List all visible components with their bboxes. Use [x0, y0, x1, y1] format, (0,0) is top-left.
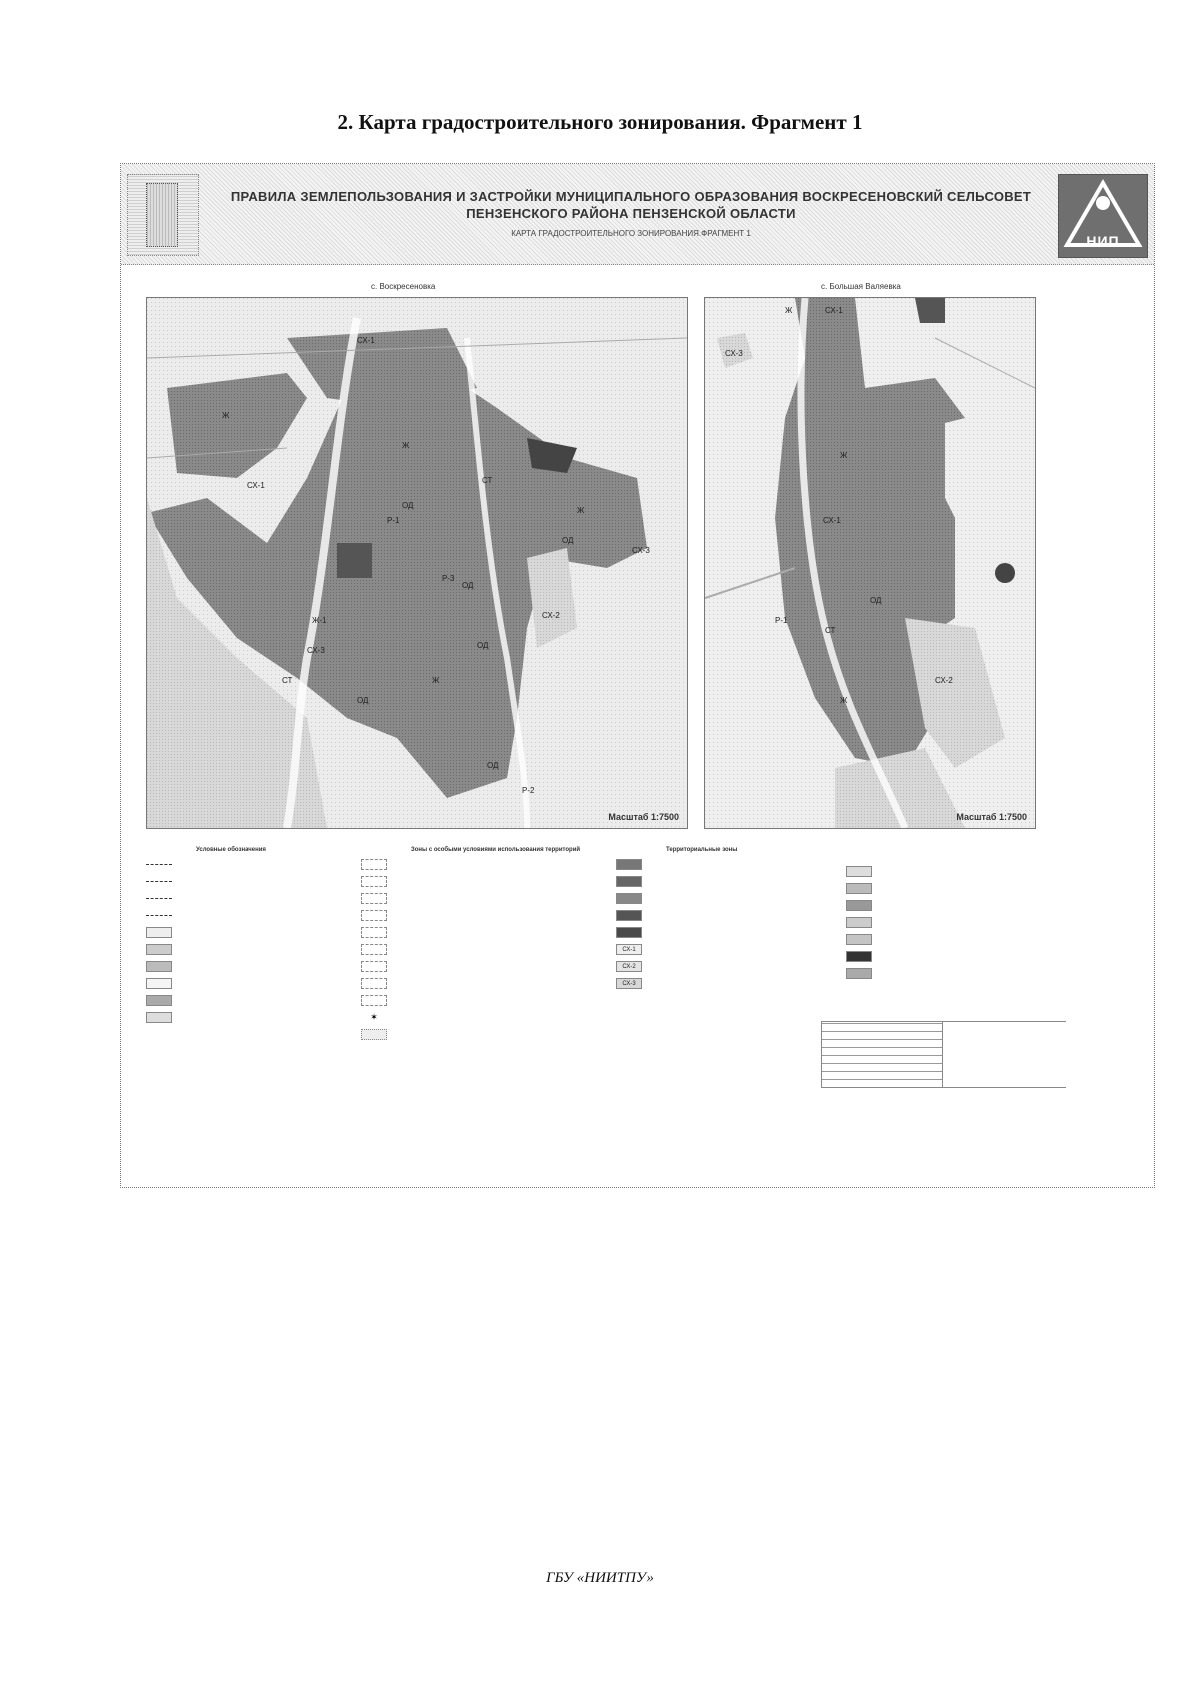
zone-label: Ж [840, 696, 848, 705]
zone-label: ОД [487, 761, 499, 770]
drawing-title-block [821, 1021, 1066, 1088]
footer-organization: ГБУ «НИИТПУ» [546, 1570, 654, 1586]
sheet-subtitle: КАРТА ГРАДОСТРОИТЕЛЬНОГО ЗОНИРОВАНИЯ.ФРАГМЕНТ 1 [511, 229, 751, 238]
zone-label: СТ [825, 626, 836, 635]
monument-icon: ✶ [361, 1012, 387, 1023]
map-left-scale: Масштаб 1:7500 [608, 812, 679, 822]
map-left-caption: с. Воскресеновка [371, 282, 436, 291]
zone-label: ОД [357, 696, 369, 705]
coat-of-arms-stamp [127, 174, 199, 256]
zone-label: СХ-1 [825, 306, 843, 315]
zone-label: Ж [785, 306, 793, 315]
zone-label: Р-1 [775, 616, 788, 625]
zone-label: СХ-2 [935, 676, 953, 685]
sheet-title-line-1: ПРАВИЛА ЗЕМЛЕПОЛЬЗОВАНИЯ И ЗАСТРОЙКИ МУНИЦИПАЛЬНОГО ОБРАЗОВАНИЯ ВОСКРЕСЕНОВСКИЙ СЕЛЬСОВЕТ [230, 189, 1032, 204]
zone-label: Р-2 [522, 786, 535, 795]
map-left-voskresenovka [146, 297, 688, 829]
legend-code: СХ-3 [616, 978, 642, 989]
zone-label: СТ [282, 676, 293, 685]
legend-heading: Территориальные зоны [666, 847, 738, 853]
legend-code: СХ-2 [616, 961, 642, 972]
legend-column-3 [616, 847, 846, 993]
zone-label: СХ-3 [632, 546, 650, 555]
zoning-map-sheet [120, 163, 1155, 1188]
zone-label: ОД [462, 581, 474, 590]
legend-code: СХ-1 [616, 944, 642, 955]
zone-label: Ж [222, 411, 230, 420]
institute-logo-icon [1058, 174, 1148, 258]
zone-label: СХ-2 [542, 611, 560, 620]
zone-label: ОД [402, 501, 414, 510]
zone-label: Ж [577, 506, 585, 515]
zone-label: ОД [562, 536, 574, 545]
zone-label: Ж [402, 441, 410, 450]
zone-label: СХ-1 [357, 336, 375, 345]
sheet-title [201, 188, 1061, 222]
zone-label: Р-3 [442, 574, 455, 583]
sheet-header [121, 164, 1154, 265]
zone-label: Ж [840, 451, 848, 460]
zone-label: СХ-3 [725, 349, 743, 358]
legend-column-4 [846, 864, 1096, 983]
zone-label: СХ-3 [307, 646, 325, 655]
zone-label: Ж-1 [312, 616, 327, 625]
page-title: 2. Карта градостроительного зонирования. Фрагмент 1 [337, 110, 863, 134]
sheet-title-line-2: ПЕНЗЕНСКОГО РАЙОНА ПЕНЗЕНСКОЙ ОБЛАСТИ [466, 206, 796, 221]
legend-heading: Зоны с особыми условиями использования территорий [411, 847, 581, 853]
zone-label: ОД [870, 596, 882, 605]
logo-text: НИП [1086, 233, 1120, 249]
legend-column-1 [146, 847, 356, 1027]
map-right-bolshaya-valyaevka [704, 297, 1036, 829]
zone-label: Ж [432, 676, 440, 685]
map-right-caption: с. Большая Валяевка [821, 282, 901, 291]
legend-heading: Условные обозначения [196, 847, 266, 853]
zone-label: СТ [482, 476, 493, 485]
map-right-scale: Масштаб 1:7500 [956, 812, 1027, 822]
zone-label: Р-1 [387, 516, 400, 525]
zone-label: СХ-1 [247, 481, 265, 490]
zone-label: СХ-1 [823, 516, 841, 525]
legend-column-2 [361, 847, 601, 1044]
zone-label: ОД [477, 641, 489, 650]
